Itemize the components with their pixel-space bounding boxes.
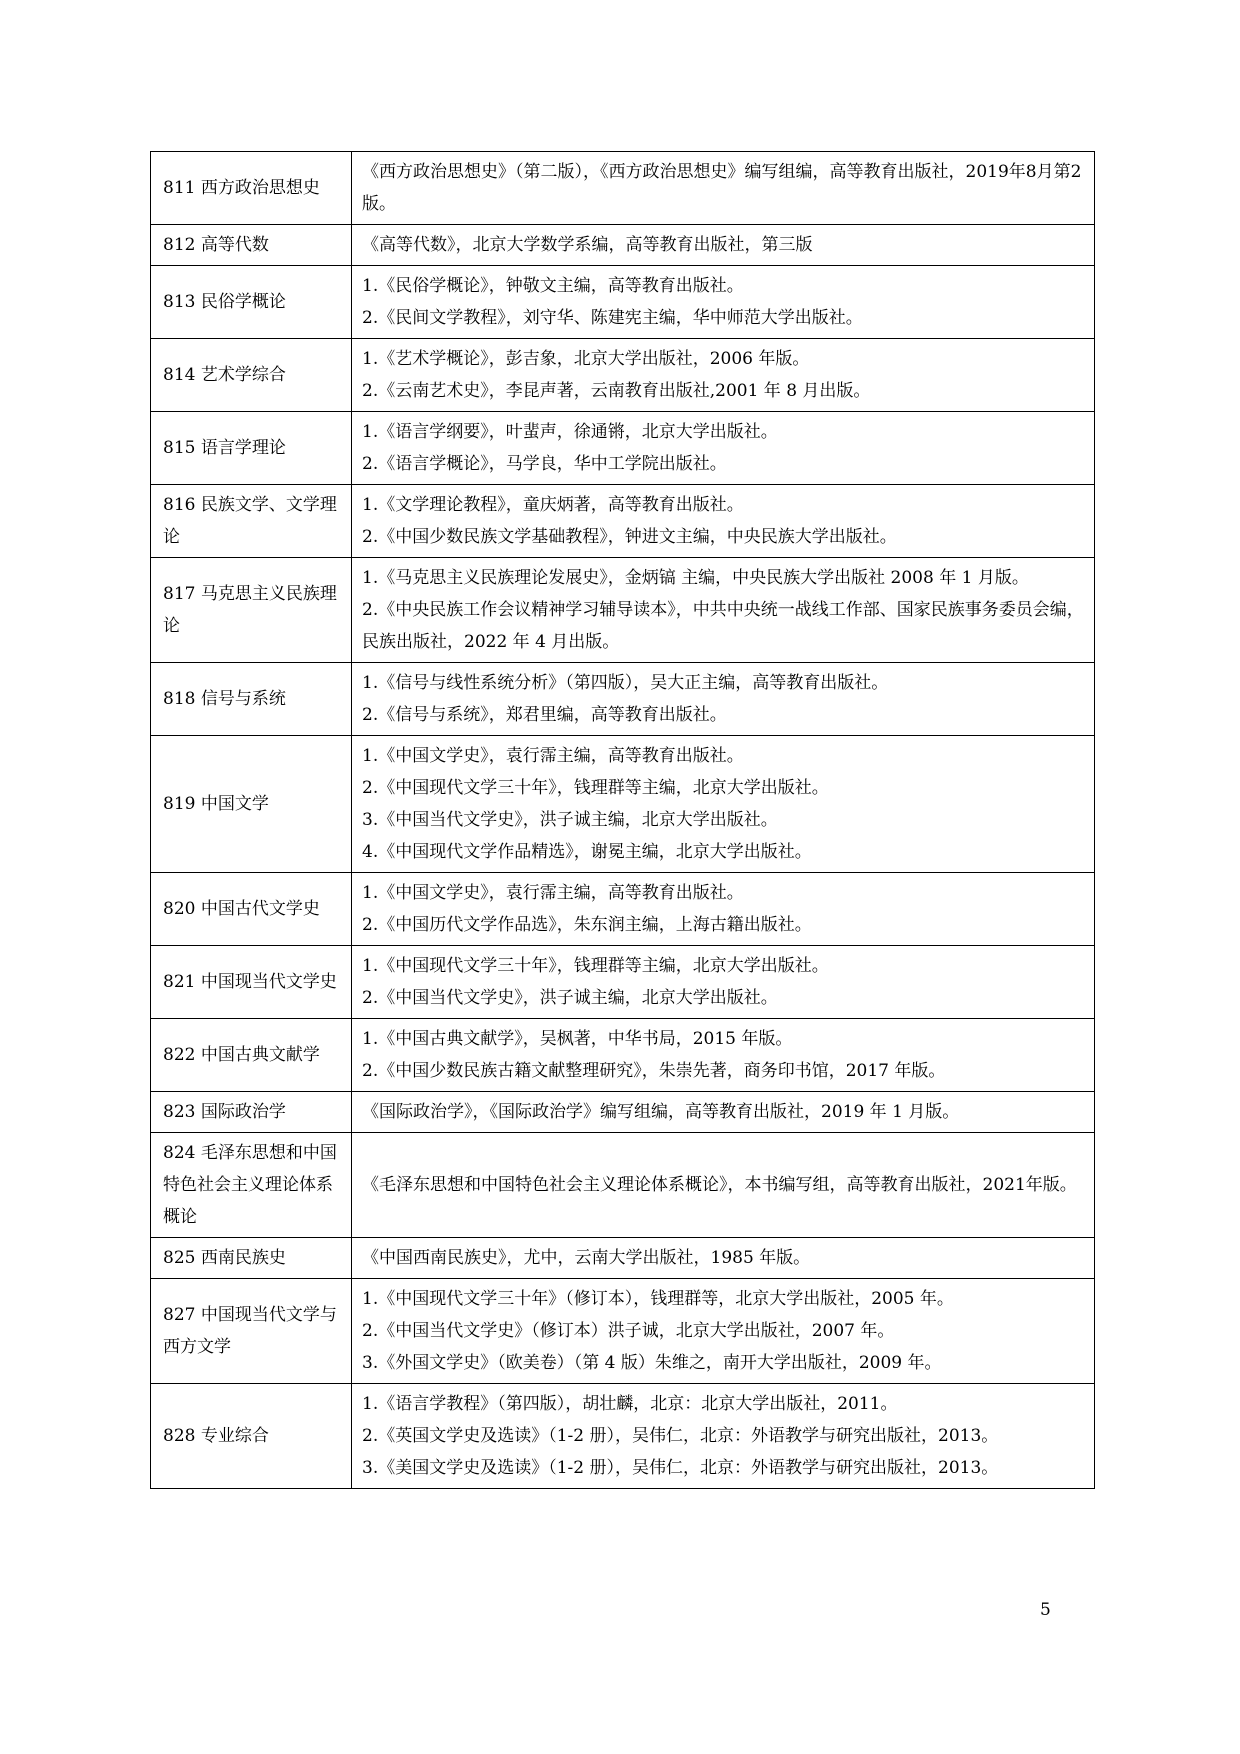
subject-cell: 817 马克思主义民族理论 bbox=[151, 558, 352, 663]
reference-line: 1.《艺术学概论》，彭吉象，北京大学出版社，2006 年版。 bbox=[362, 349, 810, 369]
table-row bbox=[151, 339, 1095, 412]
reference-line: 2.《中国少数民族古籍文献整理研究》，朱崇先著，商务印书馆，2017 年版。 bbox=[362, 1061, 946, 1081]
reference-line: 3.《外国文学史》（欧美卷）（第 4 版）朱维之，南开大学出版社，2009 年。 bbox=[362, 1353, 942, 1373]
references-cell bbox=[352, 225, 1095, 266]
reference-line: 2.《中国历代文学作品选》，朱东润主编，上海古籍出版社。 bbox=[362, 915, 812, 935]
reference-line: 1.《信号与线性系统分析》（第四版），吴大正主编，高等教育出版社。 bbox=[362, 673, 889, 693]
reference-line: 《高等代数》，北京大学数学系编，高等教育出版社，第三版 bbox=[362, 235, 813, 255]
subject-cell: 819 中国文学 bbox=[151, 736, 352, 873]
table-row bbox=[151, 152, 1095, 225]
reference-line: 《国际政治学》，《国际政治学》编写组编，高等教育出版社，2019 年 1 月版。 bbox=[362, 1102, 960, 1122]
reference-line: 2.《民间文学教程》，刘守华、陈建宪主编，华中师范大学出版社。 bbox=[362, 308, 863, 328]
subject-cell: 824 毛泽东思想和中国特色社会主义理论体系概论 bbox=[151, 1133, 352, 1238]
subject-cell: 821 中国现当代文学史 bbox=[151, 946, 352, 1019]
reference-line: 2.《云南艺术史》，李昆声著，云南教育出版社,2001 年 8 月出版。 bbox=[362, 381, 871, 401]
table-row bbox=[151, 1279, 1095, 1384]
subject-cell: 823 国际政治学 bbox=[151, 1092, 352, 1133]
subject-cell: 822 中国古典文献学 bbox=[151, 1019, 352, 1092]
reference-line: 4.《中国现代文学作品精选》，谢冕主编，北京大学出版社。 bbox=[362, 842, 812, 862]
references-cell bbox=[352, 736, 1095, 873]
reference-line: 1.《马克思主义民族理论发展史》，金炳镐 主编，中央民族大学出版社 2008 年 1 月版。 bbox=[362, 568, 1029, 588]
reference-line: 3.《中国当代文学史》，洪子诚主编，北京大学出版社。 bbox=[362, 810, 778, 830]
table-row bbox=[151, 736, 1095, 873]
references-cell bbox=[352, 946, 1095, 1019]
subject-cell: 815 语言学理论 bbox=[151, 412, 352, 485]
references-cell bbox=[352, 873, 1095, 946]
references-cell bbox=[352, 558, 1095, 663]
reference-line: 1.《民俗学概论》，钟敬文主编，高等教育出版社。 bbox=[362, 276, 744, 296]
reference-line: 2.《英国文学史及选读》（1-2 册），吴伟仁，北京：外语教学与研究出版社，2013。 bbox=[362, 1426, 999, 1446]
table-row bbox=[151, 1092, 1095, 1133]
references-cell bbox=[352, 1133, 1095, 1238]
table-row bbox=[151, 1019, 1095, 1092]
reference-line: 《中国西南民族史》，尤中，云南大学出版社，1985 年版。 bbox=[362, 1248, 811, 1268]
table-row bbox=[151, 412, 1095, 485]
references-cell bbox=[352, 266, 1095, 339]
table-row bbox=[151, 225, 1095, 266]
subject-cell: 828 专业综合 bbox=[151, 1384, 352, 1489]
table-row bbox=[151, 558, 1095, 663]
table-row bbox=[151, 1133, 1095, 1238]
subject-cell: 812 高等代数 bbox=[151, 225, 352, 266]
table-row bbox=[151, 1238, 1095, 1279]
page-number: 5 bbox=[1040, 1600, 1051, 1620]
subject-cell: 816 民族文学、文学理论 bbox=[151, 485, 352, 558]
references-cell bbox=[352, 1279, 1095, 1384]
reference-line: 1.《中国现代文学三十年》（修订本），钱理群等，北京大学出版社，2005 年。 bbox=[362, 1289, 954, 1309]
reference-line: 1.《文学理论教程》，童庆炳著，高等教育出版社。 bbox=[362, 495, 744, 515]
table-row bbox=[151, 266, 1095, 339]
subject-cell: 818 信号与系统 bbox=[151, 663, 352, 736]
reference-line: 1.《中国古典文献学》，吴枫著，中华书局，2015 年版。 bbox=[362, 1029, 793, 1049]
reference-book-table bbox=[150, 151, 1095, 1489]
reference-line: 2.《中国少数民族文学基础教程》，钟进文主编，中央民族大学出版社。 bbox=[362, 527, 897, 547]
reference-line: 2.《中国当代文学史》，洪子诚主编，北京大学出版社。 bbox=[362, 988, 778, 1008]
reference-line: 2.《中央民族工作会议精神学习辅导读本》，中共中央统一战线工作部、国家民族事务委员会编，民族出版社，2022 年 4 月出版。 bbox=[362, 600, 1084, 652]
references-cell bbox=[352, 339, 1095, 412]
table-row bbox=[151, 485, 1095, 558]
reference-line: 《西方政治思想史》（第二版），《西方政治思想史》编写组编，高等教育出版社，2019年8月第2版。 bbox=[362, 162, 1082, 214]
subject-cell: 820 中国古代文学史 bbox=[151, 873, 352, 946]
references-cell bbox=[352, 1238, 1095, 1279]
reference-line: 1.《语言学纲要》，叶蜚声，徐通锵，北京大学出版社。 bbox=[362, 422, 778, 442]
references-cell bbox=[352, 152, 1095, 225]
reference-line: 2.《中国当代文学史》（修订本）洪子诚，北京大学出版社，2007 年。 bbox=[362, 1321, 895, 1341]
reference-line: 2.《信号与系统》，郑君里编，高等教育出版社。 bbox=[362, 705, 727, 725]
subject-cell: 811 西方政治思想史 bbox=[151, 152, 352, 225]
reference-line: 1.《中国现代文学三十年》，钱理群等主编，北京大学出版社。 bbox=[362, 956, 829, 976]
references-cell bbox=[352, 1092, 1095, 1133]
references-cell bbox=[352, 485, 1095, 558]
table-row bbox=[151, 873, 1095, 946]
table-row bbox=[151, 663, 1095, 736]
references-cell bbox=[352, 1019, 1095, 1092]
reference-line: 1.《中国文学史》，袁行霈主编，高等教育出版社。 bbox=[362, 883, 744, 903]
reference-line: 3.《美国文学史及选读》（1-2 册），吴伟仁，北京：外语教学与研究出版社，2013。 bbox=[362, 1458, 999, 1478]
reference-line: 2.《语言学概论》，马学良，华中工学院出版社。 bbox=[362, 454, 727, 474]
reference-line: 1.《语言学教程》（第四版），胡壮麟，北京：北京大学出版社，2011。 bbox=[362, 1394, 898, 1414]
subject-cell: 827 中国现当代文学与西方文学 bbox=[151, 1279, 352, 1384]
subject-cell: 813 民俗学概论 bbox=[151, 266, 352, 339]
reference-line: 2.《中国现代文学三十年》，钱理群等主编，北京大学出版社。 bbox=[362, 778, 829, 798]
table-row bbox=[151, 1384, 1095, 1489]
references-cell bbox=[352, 412, 1095, 485]
subject-cell: 825 西南民族史 bbox=[151, 1238, 352, 1279]
table-row bbox=[151, 946, 1095, 1019]
table-body bbox=[151, 152, 1095, 1489]
references-cell bbox=[352, 1384, 1095, 1489]
subject-cell: 814 艺术学综合 bbox=[151, 339, 352, 412]
references-cell bbox=[352, 663, 1095, 736]
reference-line: 1.《中国文学史》，袁行霈主编，高等教育出版社。 bbox=[362, 746, 744, 766]
reference-line: 《毛泽东思想和中国特色社会主义理论体系概论》，本书编写组，高等教育出版社，2021年版。 bbox=[362, 1175, 1077, 1195]
